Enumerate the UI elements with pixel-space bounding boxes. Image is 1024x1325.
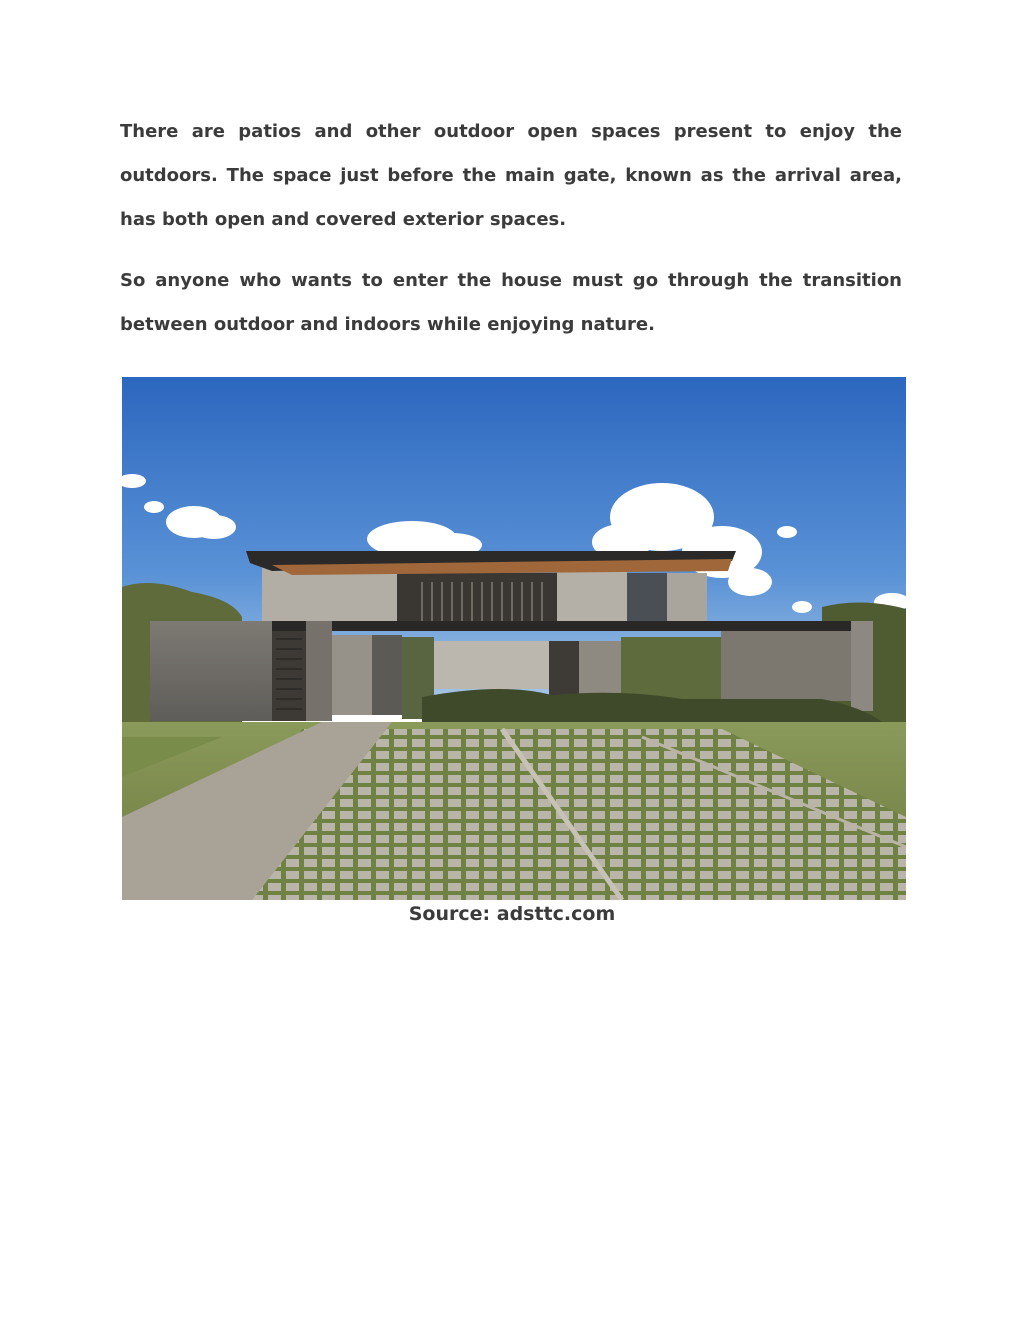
house-illustration xyxy=(122,377,906,900)
upper-wall-right xyxy=(557,565,627,625)
front-door xyxy=(272,631,306,721)
courtyard-wall xyxy=(434,641,549,689)
figure-caption: Source: adsttc.com xyxy=(408,903,616,925)
house-photo xyxy=(122,377,906,900)
canopy xyxy=(272,621,852,631)
body-paragraph: There are patios and other outdoor open spaces present to enjoy the outdoors. The space just before the main gate, known as the arrival area, has both open and covered exterior spaces. xyxy=(120,121,902,230)
front-wall-right xyxy=(721,631,851,701)
front-wall-left xyxy=(150,621,272,721)
upper-window xyxy=(627,573,667,625)
body-paragraph: So anyone who wants to enter the house must go through the transition between outdoor and indoors while enjoying nature. xyxy=(120,270,902,335)
